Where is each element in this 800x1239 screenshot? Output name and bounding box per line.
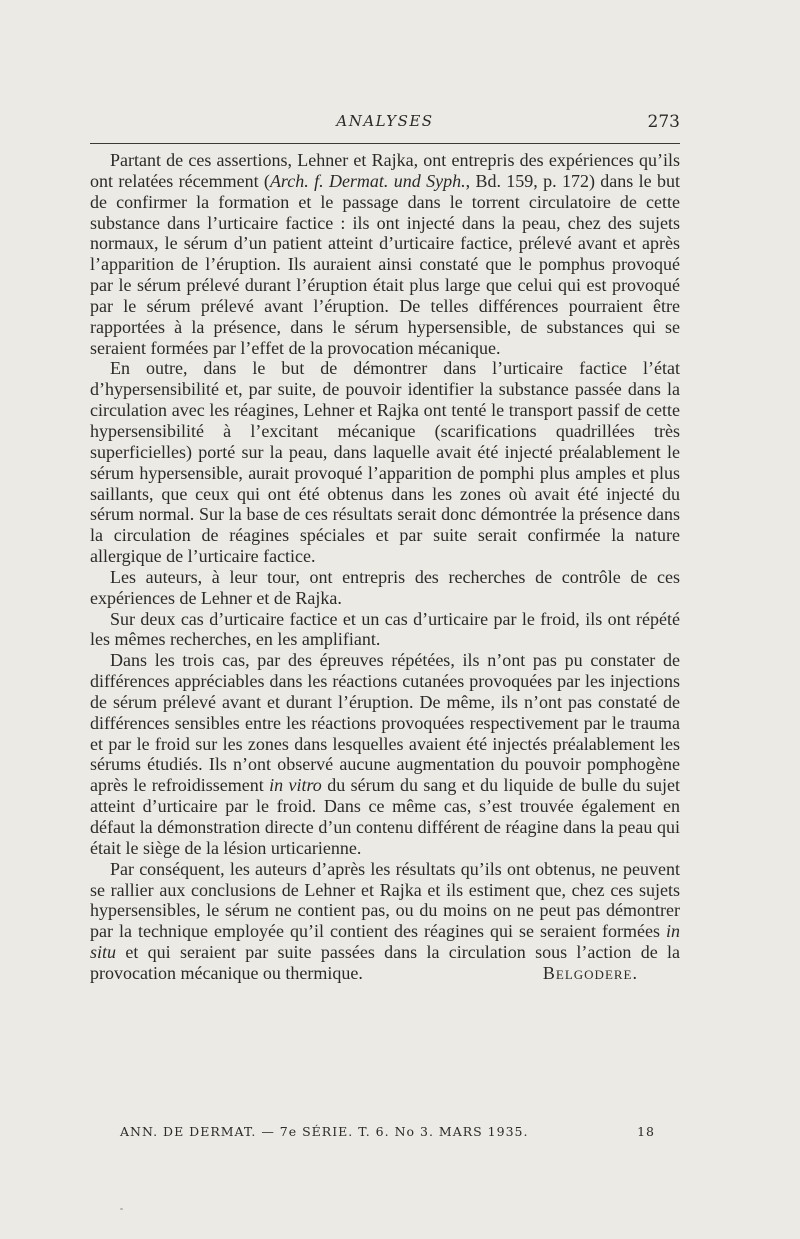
paragraph-6: Par conséquent, les auteurs d’après les résultats qu’ils ont obtenus, ne peuvent se rallier aux conclusions de Lehner et Rajka et ils estiment que, chez ces sujets hypersensibles, le sérum ne contient pas, ou du moins on ne peut pas démontrer par la technique employée qu’il contient des réagines qui se seraient formées in situ et qui seraient par suite passées dans la circulation sous l’action de la provocation mécanique ou thermique. Belgodere. [90,858,680,983]
italic-in-situ: in situ [90,921,680,963]
italic-in-vitro: in vitro [269,775,322,796]
running-title: ANALYSES [336,112,434,130]
paragraph-1: Partant de ces assertions, Lehner et Rajka, ont entrepris des expériences qu’ils ont relatées récemment (Arch. f. Dermat. und Syph., Bd. 159, p. 172) dans le but de confirmer la formation et le passage dans le torrent circulatoire de cette substance dans l’urticaire factice : ils ont injecté dans la peau, chez des sujets normaux, le sérum d’un patient atteint d’urticaire factice, prélevé avant et après l’apparition de l’éruption. Ils auraient ainsi constaté que le pomphus provoqué par le sérum prélevé durant l’éruption était plus large que celui qui est provoqué par le sérum prélevé avant l’éruption. De telles différences pourraient être rapportées à la présence, dans le sérum hypersensible, de substances qui se seraient formées par l’effet de la provocation mécanique. [90,150,680,358]
paper-speck [120,1208,123,1210]
journal-citation: Arch. f. Dermat. und Syph. [269,170,466,191]
paragraph-5: Dans les trois cas, par des épreuves répétées, ils n’ont pas pu constater de différences appréciables dans les réactions cutanées provoquées par les injections de sérum prélevé avant et durant l’éruption. De même, ils n’ont pas constaté de différences sensibles entre les réactions provoquées respectivement par le trauma et par le froid sur les zones dans lesquelles avaient été injectés préalablement les sérums étudiés. Ils n’ont observé aucune augmentation du pouvoir pomphogène après le refroidissement in vitro du sérum du sang et du liquide de bulle du sujet atteint d’urticaire par le froid. Dans ce même cas, s’est trouvée également en défaut la démonstration directe d’un contenu différent de réagine dans la peau qui était le siège de la lésion urticarienne. [90,650,680,858]
paragraph-2: En outre, dans le but de démontrer dans l’urticaire factice l’état d’hypersensibilité et, par suite, de pouvoir identifier la substance passée dans la circulation avec les réagines, Lehner et Rajka ont tenté le transport passif de cette hypersensibilité à l’excitant mécanique (scarifications quadrillées très superficielles) porté sur la peau, dans laquelle avait été injecté préalablement le sérum hypersensible, aurait provoqué l’apparition de pomphi plus amples et plus saillants, que ceux qui ont été obtenus dans les zones où avait été injecté du sérum normal. Sur la base de ces résultats serait donc démontrée la présence dans la circulation de réagines spéciales et par suite serait confirmée la nature allergique de l’urticaire factice. [90,358,680,567]
page-number: 273 [647,112,680,132]
article-body [90,150,680,984]
paragraph-4: Sur deux cas d’urticaire factice et un cas d’urticaire par le froid, ils ont répété les mêmes recherches, en les amplifiant. [90,608,680,650]
paragraph-3: Les auteurs, à leur tour, ont entrepris des recherches de contrôle de ces expériences de Lehner et de Rajka. [90,566,680,608]
header-rule [90,143,680,144]
page-header [90,110,680,136]
author-signature: Belgodere. [542,962,638,983]
journal-reference: ANN. DE DERMAT. — 7e SÉRIE. T. 6. No 3. MARS 1935. [120,1124,529,1139]
sheet-number: 18 [637,1124,655,1139]
